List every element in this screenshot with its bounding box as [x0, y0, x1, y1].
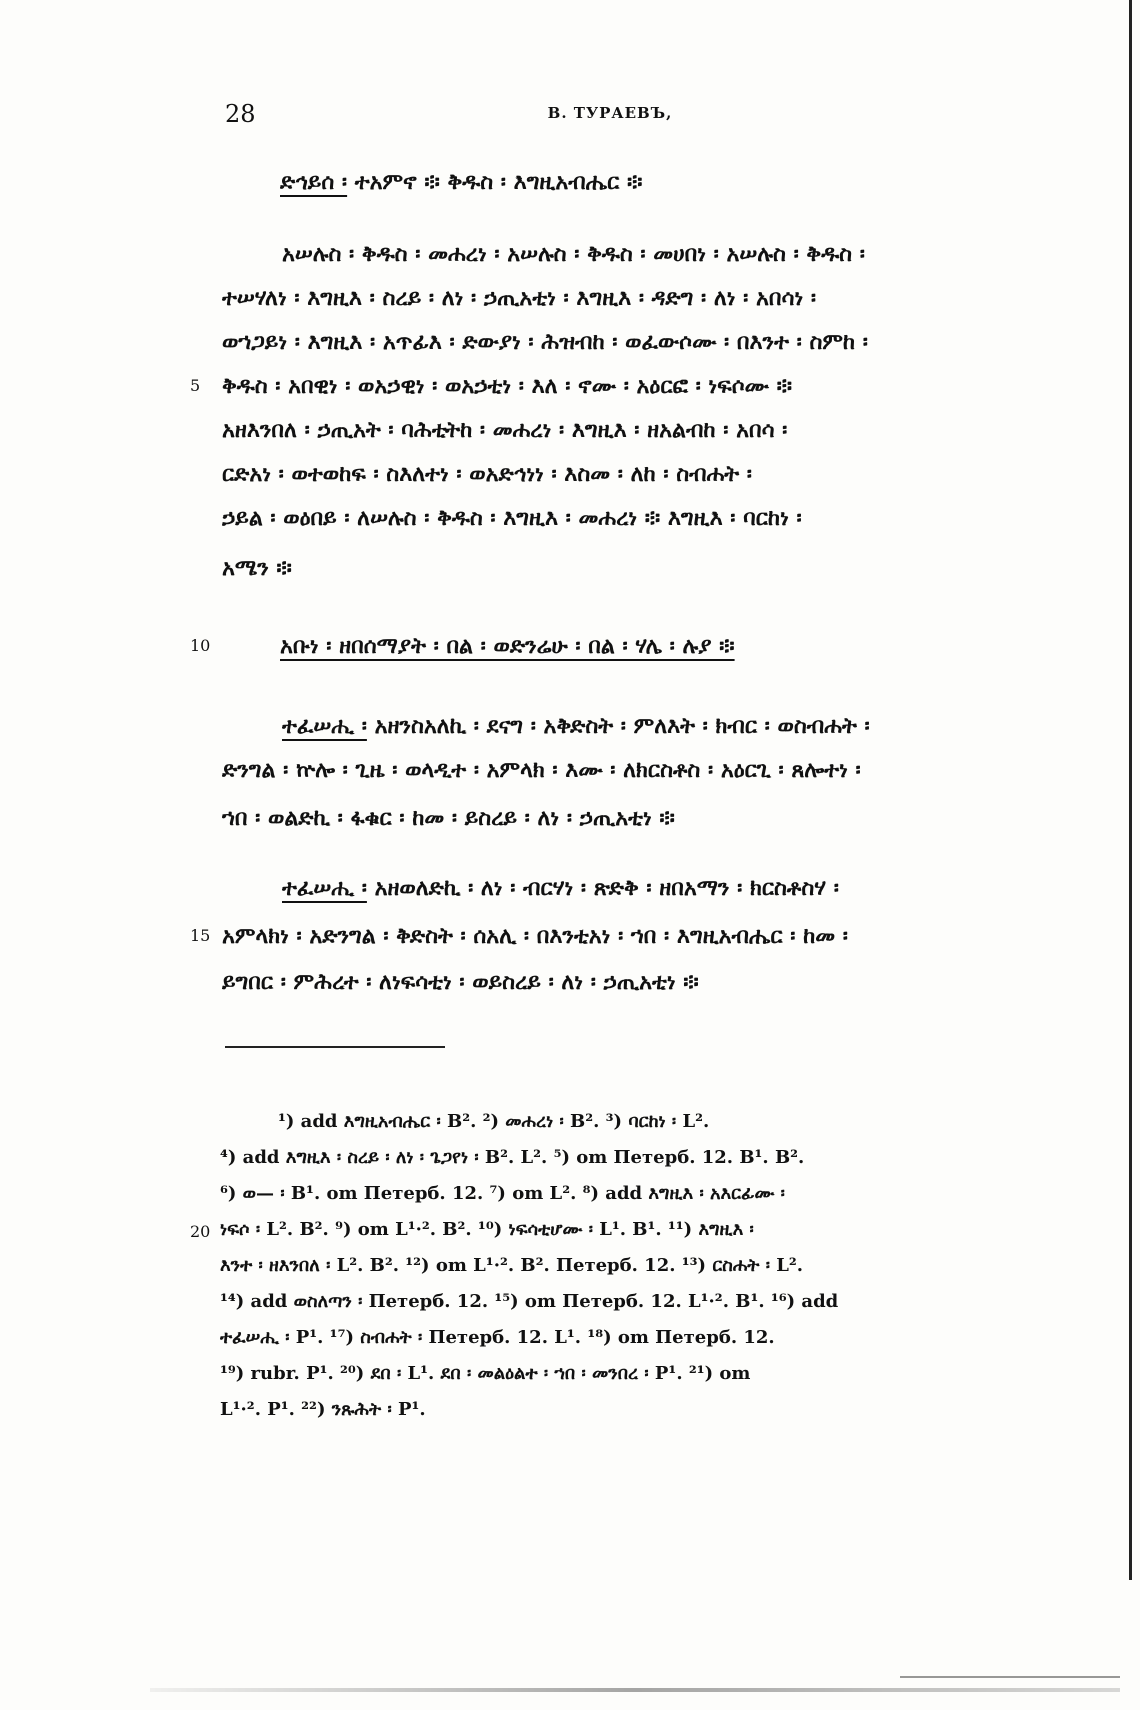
body-line: አሜን ፨: [222, 555, 292, 581]
footnote-line: ⁴) add እግዚእ ፡ ስረይ ፡ ለነ ፡ ጌጋየነ ፡ B². L². ⁵) om Петерб. 12. B¹. B².: [220, 1147, 805, 1168]
footnote-line: ¹⁴) add ወስለጣን ፡ Петерб. 12. ¹⁵) om Петерб. 12. L¹·². B¹. ¹⁶) add: [220, 1291, 839, 1312]
page-edge-line: [1129, 0, 1132, 1580]
footnote-line: ¹⁹) rubr. P¹. ²⁰) ደበ ፡ L¹. ደበ ፡ መልዕልተ ፡ ኀበ ፡ መንበረ ፡ P¹. ²¹) om: [220, 1363, 751, 1384]
body-line: ወኀጋይነ ፡ እግዚእ ፡ አጥፊእ ፡ ድውያነ ፡ ሕዝብከ ፡ ወፈውሶሙ ፡ በእንተ ፡ ስምከ ፡: [222, 329, 868, 355]
body-line: ድንግል ፡ ኵሎ ፡ ጊዜ ፡ ወላዲተ ፡ አምላክ ፡ እሙ ፡ ለክርስቶስ ፡ አዕርጊ ፡ ጸሎተነ ፡: [222, 757, 861, 783]
footnote-line: ⁶) ወ— ፡ B¹. om Петерб. 12. ⁷) om L². ⁸) add እግዚእ ፡ አእርፊሙ ፡: [220, 1183, 785, 1204]
footnote-line: L¹·². P¹. ²²) ንጹሕት ፡ P¹.: [220, 1399, 426, 1420]
body-line: ርድአነ ፡ ወተወከፍ ፡ ስእለተነ ፡ ወአድኅነነ ፡ እስመ ፡ ለከ ፡ ስብሐት ፡: [222, 461, 752, 487]
section-title: [280, 628, 1000, 664]
line-number: 5: [190, 376, 201, 395]
body-line: አሠሉስ ፡ ቅዱስ ፡ መሐረነ ፡ አሠሉስ ፡ ቅዱስ ፡ መሀበነ ፡ አሠሉስ ፡ ቅዱስ ፡: [282, 241, 865, 267]
footnote-line: ተፈሠሒ ፡ P¹. ¹⁷) ስብሐት ፡ Петерб. 12. L¹. ¹⁸) om Петерб. 12.: [220, 1327, 775, 1348]
para3-first-line: [282, 870, 1002, 906]
line-number: 10: [190, 636, 211, 655]
footnote-separator: [225, 1046, 445, 1048]
footnote-line: ነፍሶ ፡ L². B². ⁹) om L¹·². B². ¹⁰) ነፍሳቲሆሙ ፡ L¹. B¹. ¹¹) እግዚእ ፡: [220, 1219, 754, 1240]
heading-rest: ተአምኖ ፨ ቅዱስ ፡ እግዚአብሔር ፨: [347, 169, 643, 195]
body-line: አምላክነ ፡ አድንግል ፡ ቅድስት ፡ ሰአሊ ፡ በእንቲአነ ፡ ኀበ ፡ እግዚአብሔር ፡ ከመ ፡: [222, 923, 848, 949]
page-header: [225, 100, 995, 130]
body-line: ቅዱስ ፡ አበዊነ ፡ ወአኃዊነ ፡ ወአኃቲነ ፡ እለ ፡ ኖሙ ፡ አዕርፎ ፡ ነፍሶሙ ፨: [222, 373, 793, 399]
scan-artifact: [150, 1688, 1120, 1692]
section-title-text: አቡነ ፡ ዘበሰማያት ፡ በል ፡ ወድንሬሁ ፡ በል ፡ ሃሌ ፡ ሉያ ፨: [280, 633, 735, 659]
page-number: 28: [225, 100, 256, 128]
para3-underlined: ተፈሠሒ ፡: [282, 875, 367, 901]
body-line: ኃይል ፡ ወዕበይ ፡ ለሠሉስ ፡ ቅዱስ ፡ እግዚእ ፡ መሐረነ ፨ እግዚእ ፡ ባርከነ ፡: [222, 505, 802, 531]
para2-underlined: ተፈሠሒ ፡: [282, 713, 367, 739]
scan-artifact: [900, 1676, 1120, 1678]
running-head: В. ТУРАЕВЪ,: [547, 104, 673, 122]
body-line: ተሠሃለነ ፡ እግዚእ ፡ ስረይ ፡ ለነ ፡ ኃጢአቲነ ፡ እግዚእ ፡ ዳድግ ፡ ለነ ፡ አበሳነ ፡: [222, 285, 817, 311]
heading-underlined: ድኅይሰ ፡: [280, 169, 348, 195]
body-line: ይግበር ፡ ምሕረተ ፡ ለነፍሳቲነ ፡ ወይስረይ ፡ ለነ ፡ ኃጢአቲነ ፨: [222, 969, 699, 995]
line-number: 20: [190, 1222, 211, 1241]
para2-first-line: [282, 708, 1002, 744]
para3-first-text: አዘወለድኪ ፡ ለነ ፡ ብርሃነ ፡ ጽድቅ ፡ ዘበአማን ፡ ክርስቶስሃ ፡: [366, 875, 839, 901]
heading: [280, 164, 1000, 200]
body-line: ኀበ ፡ ወልድኪ ፡ ፋቁር ፡ ከመ ፡ ይስረይ ፡ ለነ ፡ ኃጢአቲነ ፨: [222, 805, 675, 831]
footnote-line: እንተ ፡ ዘእንበለ ፡ L². B². ¹²) om L¹·². B². Петерб. 12. ¹³) ርስሐት ፡ L².: [220, 1255, 804, 1276]
para2-first-text: አዘንስአለኪ ፡ ደናግ ፡ አቅድስት ፡ ምለእት ፡ ክብር ፡ ወስብሐት ፡: [366, 713, 870, 739]
line-number: 15: [190, 926, 211, 945]
body-line: አዘእንበለ ፡ ኃጢአት ፡ ባሕቲትከ ፡ መሐረነ ፡ እግዚእ ፡ ዘአልብከ ፡ አበሳ ፡: [222, 417, 788, 443]
footnote-line: ¹) add እግዚአብሔር ፡ B². ²) መሐረነ ፡ B². ³) ባርከነ ፡ L².: [278, 1111, 710, 1132]
